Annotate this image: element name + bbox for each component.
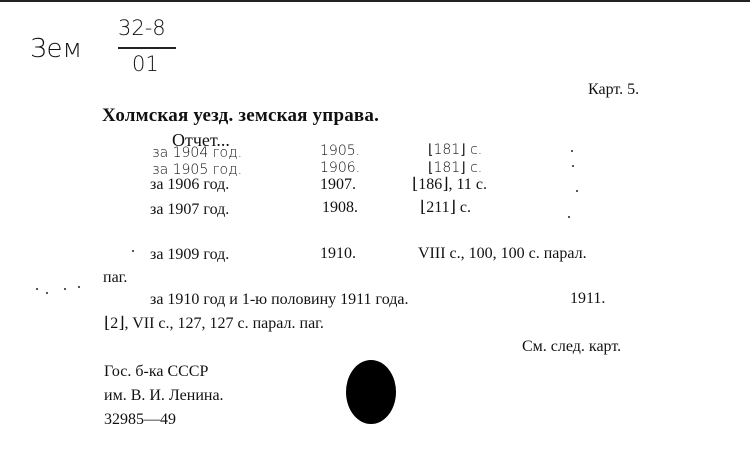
entry-1905-period: за 1905 год.	[152, 162, 243, 178]
report-label: Отчет...	[172, 130, 230, 150]
scan-mark	[576, 190, 578, 192]
scan-mark	[78, 286, 80, 288]
entry-1904-period: за 1904 год.	[152, 145, 243, 161]
shelf-mark-prefix: Зем	[30, 34, 83, 64]
scan-mark	[571, 150, 573, 152]
entry-1905-year: 1906.	[320, 160, 361, 176]
scan-mark	[132, 250, 134, 252]
scan-mark	[64, 288, 66, 290]
card-heading: Холмская уезд. земская управа.	[102, 105, 380, 126]
entry-1907-period: за 1907 год.	[150, 201, 230, 218]
entry-1909-period: за 1909 год.	[150, 246, 230, 263]
entry-1910-pages: ⌊2⌋, VII с., 127, 127 с. парал. паг.	[104, 315, 324, 332]
card-top-border	[0, 0, 750, 2]
entry-1907-pages: ⌊211⌋ с.	[420, 199, 471, 216]
entry-1909-continuation: паг.	[103, 269, 128, 286]
entry-1906-pages: ⌊186⌋, 11 с.	[412, 176, 487, 193]
scan-mark	[572, 165, 574, 167]
entry-1907-year: 1908.	[322, 199, 358, 216]
library-name-continued: им. В. И. Ленина.	[104, 387, 224, 404]
entry-1910-description: за 1910 год и 1-ю половину 1911 года.	[150, 291, 409, 308]
punch-hole	[346, 360, 396, 424]
entry-1906-year: 1907.	[320, 176, 356, 193]
shelf-mark-fraction-line	[118, 47, 176, 49]
see-next-card: См. след. карт.	[522, 338, 622, 355]
entry-1909-year: 1910.	[320, 245, 356, 262]
library-card-number: 32985—49	[104, 411, 176, 428]
scan-mark	[568, 216, 570, 218]
entry-1909-pages: VIII с., 100, 100 с. парал.	[418, 245, 587, 262]
entry-1905-pages: ⌊181⌋ с.	[428, 160, 483, 176]
entry-1904-year: 1905.	[320, 143, 361, 159]
scan-mark	[46, 292, 48, 294]
card-number: Карт. 5.	[588, 81, 640, 98]
entry-1910-year: 1911.	[570, 290, 606, 307]
entry-1906-period: за 1906 год.	[150, 176, 230, 193]
shelf-mark-top: 32-8	[118, 16, 166, 40]
library-name: Гос. б-ка СССР	[104, 363, 209, 380]
shelf-mark-bottom: 01	[132, 52, 159, 76]
scan-mark	[36, 288, 38, 290]
entry-1904-pages: ⌊181⌋ с.	[428, 142, 483, 158]
